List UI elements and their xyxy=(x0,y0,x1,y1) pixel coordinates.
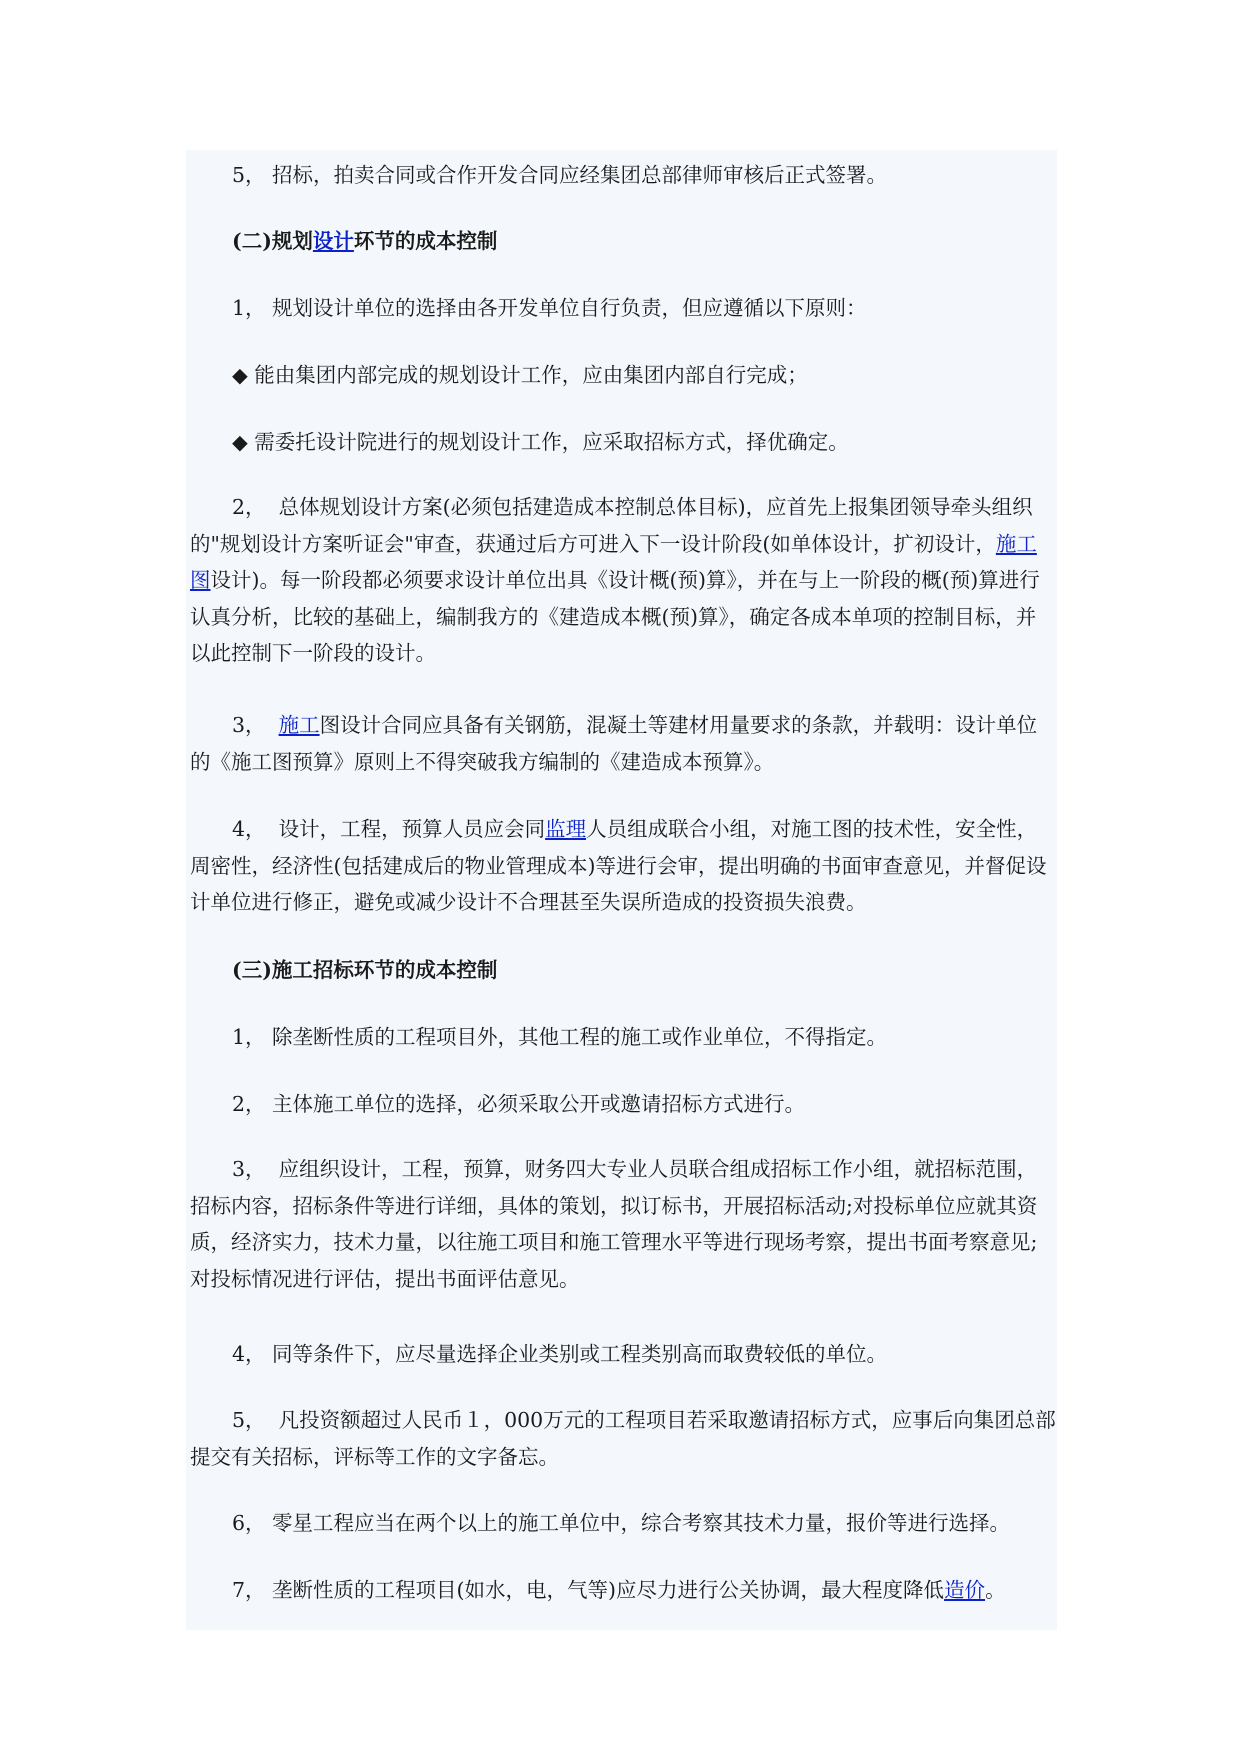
item-4-joint-review: 4， 设计，工程，预算人员应会同监理人员组成联合小组，对施工图的技术性，安全性，周密性，经济性(包括建成后的物业管理成本)等进行会审，提出明确的书面审查意见，并督促设计单位进行修正，避免或减少设计不合理甚至失误所造成的投资损失浪费。 xyxy=(190,817,1047,914)
link-construction[interactable]: 施工 xyxy=(278,713,320,737)
item-5-contract-signing: 5， 招标，拍卖合同或合作开发合同应经集团总部律师审核后正式签署。 xyxy=(232,163,888,187)
bullet-internal-design: ◆ 能由集团内部完成的规划设计工作，应由集团内部自行完成； xyxy=(232,363,808,387)
section-heading-planning-design: (二)规划设计环节的成本控制 xyxy=(232,229,498,253)
tender-item-4: 4， 同等条件下，应尽量选择企业类别或工程类别高而取费较低的单位。 xyxy=(232,1342,888,1366)
tender-item-2: 2， 主体施工单位的选择，必须采取公开或邀请招标方式进行。 xyxy=(232,1092,806,1116)
tender-item-1: 1， 除垄断性质的工程项目外，其他工程的施工或作业单位，不得指定。 xyxy=(232,1025,888,1049)
link-cost[interactable]: 造价 xyxy=(944,1578,986,1602)
link-design[interactable]: 设计 xyxy=(312,229,354,253)
tender-item-3: 3， 应组织设计，工程，预算，财务四大专业人员联合组成招标工作小组，就招标范围，招标内容，招标条件等进行详细，具体的策划，拟订标书，开展招标活动;对投标单位应就其资质，经济实力，技术力量，以往施工项目和施工管理水平等进行现场考察，提出书面考察意见;对投标情况进行评估，提出书面评估意见。 xyxy=(190,1157,1038,1291)
item-3-drawing-contract: 3， 施工图设计合同应具备有关钢筋，混凝土等建材用量要求的条款，并载明：设计单位的《施工图预算》原则上不得突破我方编制的《建造成本预算》。 xyxy=(190,713,1038,774)
link-supervision[interactable]: 监理 xyxy=(545,817,587,841)
bullet-tender-design: ◆ 需委托设计院进行的规划设计工作，应采取招标方式，择优确定。 xyxy=(232,430,849,454)
tender-item-5: 5， 凡投资额超过人民币１，000万元的工程项目若采取邀请招标方式，应事后向集团总部提交有关招标，评标等工作的文字备忘。 xyxy=(190,1408,1056,1469)
tender-item-6: 6， 零星工程应当在两个以上的施工单位中，综合考察其技术力量，报价等进行选择。 xyxy=(232,1511,1011,1535)
item-1-design-unit-selection: 1， 规划设计单位的选择由各开发单位自行负责，但应遵循以下原则： xyxy=(232,296,867,320)
item-2-master-plan: 2， 总体规划设计方案(必须包括建造成本控制总体目标)，应首先上报集团领导牵头组织的"规划设计方案听证会"审查，获通过后方可进入下一设计阶段(如单体设计，扩初设计，施工图设计)。每一阶段都必须要求设计单位出具《设计概(预)算》，并在与上一阶段的概(预)算进行认真分析，比较的基础上，编制我方的《建造成本概(预)算》，确定各成本单项的控制目标，并以此控制下一阶段的设计。 xyxy=(190,495,1040,665)
section-heading-construction-tender: (三)施工招标环节的成本控制 xyxy=(232,958,498,982)
tender-item-7: 7， 垄断性质的工程项目(如水，电，气等)应尽力进行公关协调，最大程度降低造价。 xyxy=(232,1578,1006,1602)
link-construction-drawing[interactable]: 施工图 xyxy=(190,531,1037,592)
